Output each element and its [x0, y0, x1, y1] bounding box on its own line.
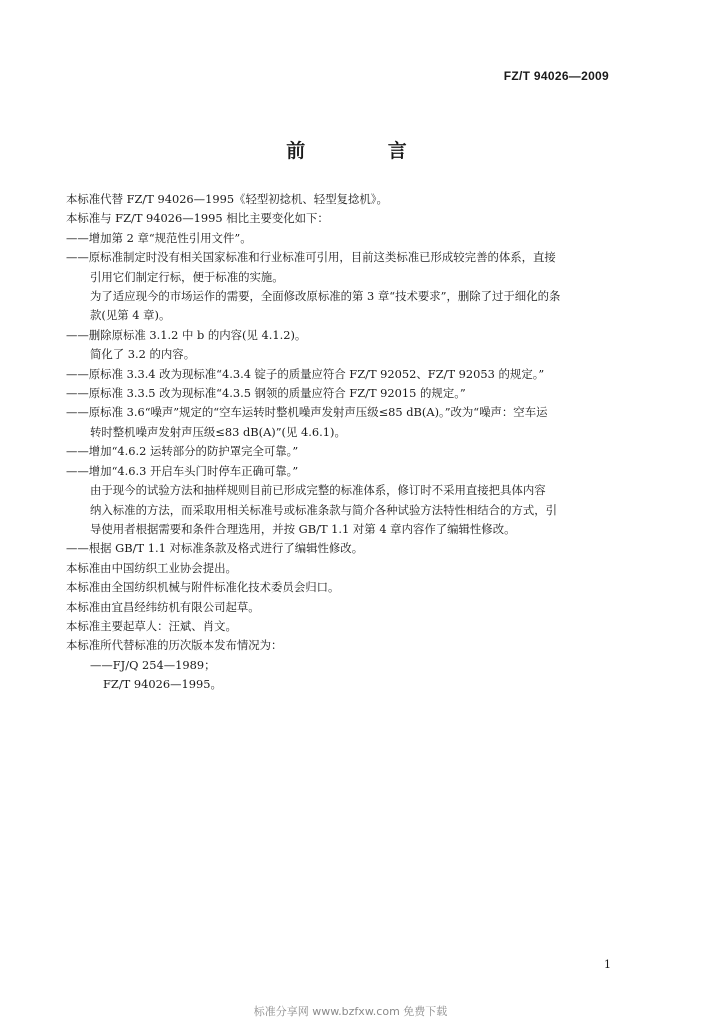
footer-watermark-text: 标准分享网 www.bzfxw.com 免费下载: [253, 1005, 448, 1018]
text-line: 本标准由宜昌经纬纺机有限公司起草。: [66, 599, 260, 614]
text-line: 款(见第 4 章)。: [90, 308, 171, 323]
text-line: ——根据 GB/T 1.1 对标准条款及格式进行了编辑性修改。: [66, 541, 364, 556]
text-line: 本标准所代替标准的历次版本发布情况为：: [66, 638, 283, 653]
text-line: 本标准代替 FZ/T 94026—1995《轻型初捻机、轻型复捻机》。: [66, 192, 388, 206]
text-line: 本标准与 FZ/T 94026—1995 相比主要变化如下：: [66, 211, 329, 226]
text-line: 简化了 3.2 的内容。: [90, 347, 196, 362]
text-line: 由于现今的试验方法和抽样规则目前已形成完整的标准体系，修订时不采用直接把具体内容: [90, 483, 546, 498]
text-line: ——增加“4.6.3 开启车头门时停车正确可靠。”: [66, 463, 299, 478]
text-line: FZ/T 94026—1995。: [103, 677, 222, 692]
text-line: 本标准主要起草人：汪斌、肖文。: [66, 618, 237, 633]
text-line: 本标准由全国纺织机械与附件标准化技术委员会归口。: [66, 580, 340, 595]
page-title: 前 言: [286, 140, 445, 162]
text-line: 转时整机噪声发射声压级≤83 dB(A)”(见 4.6.1)。: [90, 424, 346, 439]
standard-code: FZ/T 94026—2009: [503, 69, 609, 83]
page-number: 1: [604, 958, 611, 971]
text-line: 本标准由中国纺织工业协会提出。: [66, 560, 237, 575]
text-line: ——FJ/Q 254—1989；: [90, 657, 216, 672]
text-line: 导使用者根据需要和条件合理选用，并按 GB/T 1.1 对第 4 章内容作了编辑性修改。: [90, 521, 516, 536]
document-body: [66, 190, 614, 695]
text-line: ——增加第 2 章“规范性引用文件”。: [66, 230, 252, 245]
text-line: ——增加“4.6.2 运转部分的防护罩完全可靠。”: [66, 444, 299, 459]
text-line: ——删除原标准 3.1.2 中 b 的内容(见 4.1.2)。: [66, 327, 307, 342]
text-line: 纳入标准的方法，而采取用相关标准号或标准条款与简介各种试验方法特性相结合的方式，引: [90, 502, 558, 517]
text-line: ——原标准 3.3.4 改为现标准“4.3.4 锭子的质量应符合 FZ/T 92052、FZ/T 92053 的规定。”: [66, 366, 545, 381]
text-line: ——原标准 3.3.5 改为现标准“4.3.5 钢领的质量应符合 FZ/T 92015 的规定。”: [66, 386, 466, 401]
text-line: 为了适应现今的市场运作的需要，全面修改原标准的第 3 章“技术要求”，删除了过于细化的条: [90, 289, 561, 304]
text-line: ——原标准 3.6“噪声”规定的“空车运转时整机噪声发射声压级≤85 dB(A)。”改为“噪声：空车运: [66, 405, 548, 420]
text-line: ——原标准制定时没有相关国家标准和行业标准可引用，目前这类标准已形成较完善的体系，直接: [66, 250, 556, 265]
text-line: 引用它们制定行标，便于标准的实施。: [90, 269, 284, 284]
